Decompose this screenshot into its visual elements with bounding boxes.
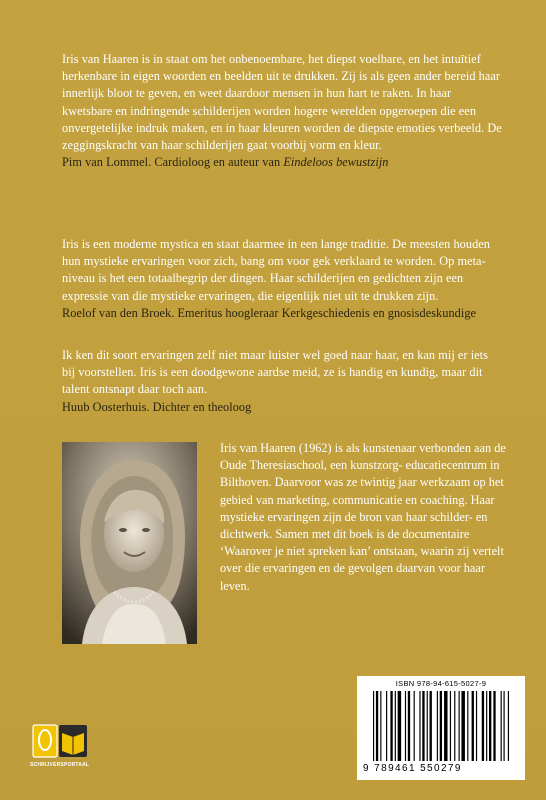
quote-attribution [62, 154, 502, 171]
quote-author: Huub Oosterhuis. Dichter en theoloog [62, 399, 252, 414]
barcode-bar [508, 691, 509, 761]
author-biography [220, 440, 510, 595]
barcode-bar [427, 691, 428, 761]
barcode-bar [504, 691, 505, 761]
publisher-logo [31, 723, 91, 767]
author-photo [62, 442, 197, 644]
barcode-bar [440, 691, 442, 761]
barcode-bar [459, 691, 460, 761]
barcode-bar [472, 691, 474, 761]
quote-text: Iris is een moderne mystica en staat daarmee in een lange traditie. De meesten houden hun mystieke ervaringen voor zich, bang om voor gek verklaard te worden. Op meta-niveau is het een totaalbegrip der dingen. Haar schilderijen en gedichten zijn een expressie van die mystieke ervaringen, die eigenlijk niet uit te drukken zijn. [62, 237, 490, 303]
quote-author: Roelof van den Broek. Emeritus hoogleraar Kerkgeschiedenis en gnosisdeskundige [62, 305, 477, 320]
barcode-bar [414, 691, 415, 761]
barcode-bar [422, 691, 424, 761]
barcode-bar [419, 691, 420, 761]
barcode-bar [395, 691, 396, 761]
barcode-bar [405, 691, 406, 761]
barcode-bar [380, 691, 381, 761]
barcode-bar [373, 691, 374, 761]
barcode-bar [454, 691, 455, 761]
barcode-bar [482, 691, 484, 761]
barcode-bar [398, 691, 401, 761]
barcode-digits: 9 789461 550279 [363, 763, 462, 774]
barcode-bars [371, 691, 511, 763]
quote-text: Ik ken dit soort ervaringen zelf niet maar luister wel goed naar haar, en kan mij er iets bij voorstellen. Iris is een doodgewone aardse meid, ze is handig en kundig, maar dit talent ontsnapt daar toch aan. [62, 348, 488, 397]
barcode-bar [408, 691, 410, 761]
barcode-bar [376, 691, 378, 761]
barcode-bar [493, 691, 495, 761]
barcode-bar [461, 691, 464, 761]
barcode-bar [489, 691, 491, 761]
barcode-bar [430, 691, 432, 761]
quote-text: Iris van Haaren is in staat om het onbenoembare, het diepst voelbare, en het intuïtief herkenbare in eigen woorden en beelden uit te drukken. Zij is als geen ander bereid haar innerlijk bloot te geven, en weet daardoor mensen in hun hart te raken. In haar kwetsbare en indringende schilderijen worden hogere werelden opgeroepen die een onvergetelijke indruk maken, en in haar kleuren worden de diepste emoties verbeeld. De zeggingskracht van haar schilderijen gaat voorbij vorm en kleur. [62, 52, 502, 153]
barcode-bar [486, 691, 487, 761]
isbn-barcode [357, 676, 525, 780]
barcode-bar [390, 691, 392, 761]
quote-van-den-broek [62, 236, 502, 322]
barcode-bar [450, 691, 451, 761]
barcode-bar [437, 691, 438, 761]
quote-oosterhuis [62, 347, 502, 416]
quote-author: Pim van Lommel. Cardioloog en auteur van [62, 155, 284, 170]
quote-book-title: Eindeloos bewustzijn [283, 155, 389, 170]
barcode-bar [386, 691, 387, 761]
isbn-label: ISBN 978-94-615-5027-9 [395, 679, 487, 688]
publisher-name: SCHRIJVERSPORTAAL [30, 762, 90, 768]
bio-text: Iris van Haaren (1962) is als kunstenaar verbonden aan de Oude Theresiaschool, een kunstzorg- educatiecentrum in Bilthoven. Daarvoor was ze twintig jaar werkzaam op het gebied van marketing, communicatie en coaching. Haar mystieke ervaringen zijn de bron van haar schilder- en dichtwerk. Samen met dit boek is de documentaire ‘Waarover je niet spreken kan’ ontstaan, waarin zij vertelt over die ervaringen en de gevolgen daarvan voor haar leven. [220, 441, 506, 593]
quote-van-lommel [62, 51, 502, 171]
barcode-bar [476, 691, 477, 761]
barcode-bar [501, 691, 502, 761]
barcode-bar [467, 691, 468, 761]
barcode-bar [444, 691, 447, 761]
